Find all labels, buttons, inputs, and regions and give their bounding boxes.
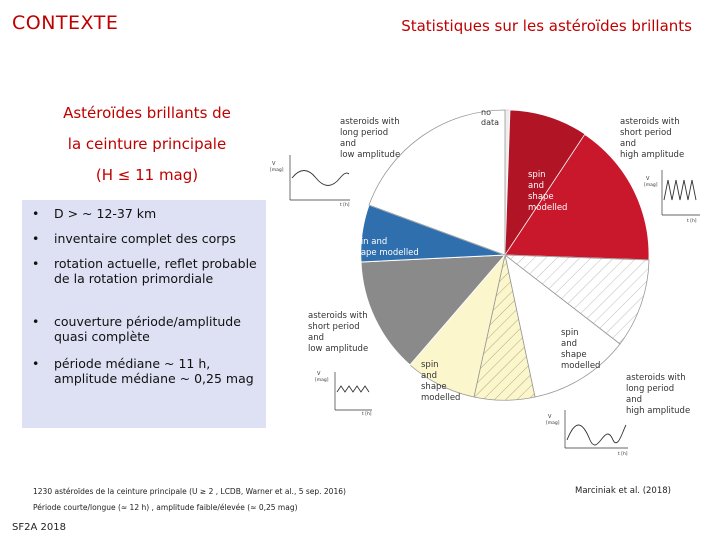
event-label: SF2A 2018 xyxy=(12,522,66,533)
label-short-low: asteroids with short period and low amplitude xyxy=(308,311,369,354)
svg-text:V: V xyxy=(548,414,552,420)
lightcurve-short-low xyxy=(315,371,372,417)
svg-text:t [h]: t [h] xyxy=(687,219,697,224)
panel-title-line1: Astéroïdes brillants de xyxy=(63,104,231,122)
slide-title: Statistiques sur les astéroïdes brillants xyxy=(401,17,692,35)
svg-text:t [h]: t [h] xyxy=(618,452,628,457)
label-no-data: no data xyxy=(481,108,500,127)
label-short-high: asteroids with short period and high amplitude xyxy=(620,117,685,160)
bullet-icon: • xyxy=(32,314,40,329)
svg-text:V: V xyxy=(272,161,276,167)
bullet-icon: • xyxy=(32,356,40,371)
lightcurve-short-high xyxy=(644,170,700,224)
bullet-item: • D > ~ 12-37 km xyxy=(32,206,157,221)
svg-text:[mag]: [mag] xyxy=(644,183,658,188)
label-spin-modelled-cream: spin and shape modelled xyxy=(421,360,461,403)
bullet-item: • inventaire complet des corps xyxy=(32,231,236,246)
panel-title-line2: la ceinture principale xyxy=(67,135,227,153)
label-spin-modelled-red: spin and shape modelled xyxy=(528,170,568,213)
section-title: CONTEXTE xyxy=(12,12,119,34)
footnote-line2: Période courte/longue (≈ 12 h) , amplitude faible/élevée (≈ 0,25 mag) xyxy=(33,503,298,512)
svg-text:t [h]: t [h] xyxy=(340,203,350,208)
label-long-low: asteroids with long period and low amplitude xyxy=(340,117,401,160)
label-spin-modelled-hatched: spin and shape modelled xyxy=(561,328,601,371)
bullet-item: • période médiane ~ 11 h, amplitude médiane ~ 0,25 mag xyxy=(32,356,254,386)
svg-text:[mag]: [mag] xyxy=(270,168,284,173)
svg-text:V: V xyxy=(317,371,321,377)
lightcurve-long-high xyxy=(546,410,628,457)
footnote-line1: 1230 astéroïdes de la ceinture principale (U ≥ 2 , LCDB, Warner et al., 5 sep. 2016) xyxy=(33,487,346,496)
bullet-item: • rotation actuelle, reflet probable de la rotation primordiale xyxy=(32,256,257,286)
svg-text:[mag]: [mag] xyxy=(546,421,560,426)
panel-title-line3: (H ≤ 11 mag) xyxy=(95,166,199,184)
svg-text:t [h]: t [h] xyxy=(362,412,372,417)
bullet-item: • couverture période/amplitude quasi complète xyxy=(32,314,241,344)
bullet-icon: • xyxy=(32,206,40,221)
bullet-icon: • xyxy=(32,231,40,246)
label-long-high: asteroids with long period and high amplitude xyxy=(626,373,691,416)
bullet-icon: • xyxy=(32,256,40,271)
label-spin-modelled-blue: spin and shape modelled xyxy=(351,237,419,258)
svg-text:[mag]: [mag] xyxy=(315,378,329,383)
lightcurve-long-low xyxy=(270,155,350,208)
citation: Marciniak et al. (2018) xyxy=(575,486,671,496)
svg-text:V: V xyxy=(646,176,650,182)
